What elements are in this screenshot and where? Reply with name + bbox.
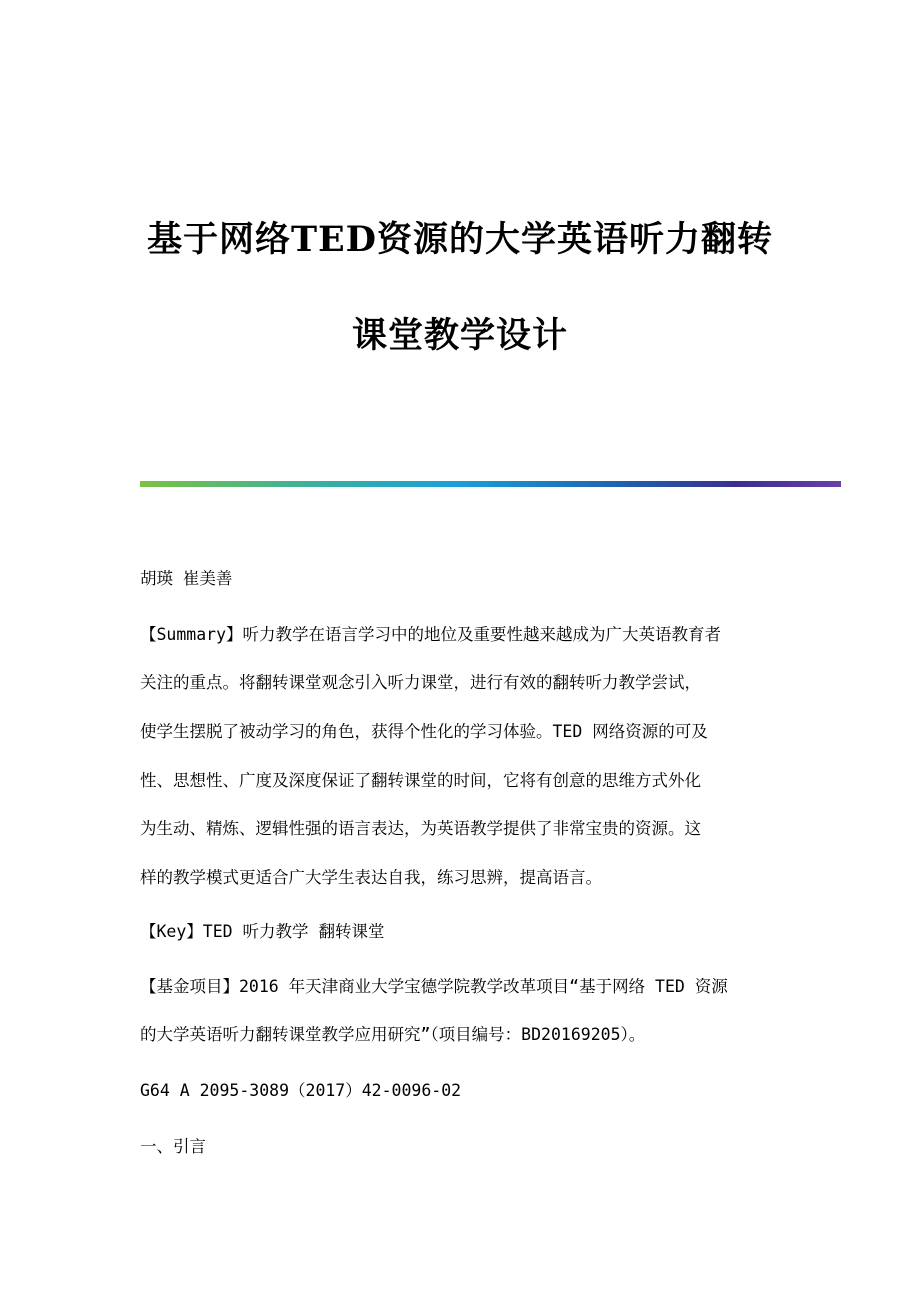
summary-line: 样的教学模式更适合广大学生表达自我，练习思辨，提高语言。	[140, 868, 602, 887]
fund-line: 的大学英语听力翻转课堂教学应用研究”（项目编号：BD20169205）。	[140, 1025, 646, 1044]
keywords: 【Key】TED 听力教学 翻转课堂	[140, 922, 385, 941]
document-title-line-1: 基于网络TED资源的大学英语听力翻转	[146, 219, 774, 260]
title-divider	[140, 481, 841, 487]
summary-line: 关注的重点。将翻转课堂观念引入听力课堂，进行有效的翻转听力教学尝试，	[140, 673, 701, 692]
fund-line: 【基金项目】2016 年天津商业大学宝德学院教学改革项目“基于网络 TED 资源	[140, 977, 728, 996]
classification-number: G64 A 2095-3089（2017）42-0096-02	[140, 1081, 462, 1100]
summary-line: 使学生摆脱了被动学习的角色，获得个性化的学习体验。TED 网络资源的可及	[140, 722, 708, 741]
authors: 胡瑛 崔美善	[140, 569, 233, 588]
summary-line: 性、思想性、广度及深度保证了翻转课堂的时间，它将有创意的思维方式外化	[140, 771, 701, 790]
summary-line: 为生动、精炼、逻辑性强的语言表达，为英语教学提供了非常宝贵的资源。这	[140, 819, 701, 838]
document-title-line-2: 课堂教学设计	[351, 315, 568, 356]
section-heading: 一、引言	[140, 1137, 206, 1156]
summary-line: 【Summary】听力教学在语言学习中的地位及重要性越来越成为广大英语教育者	[140, 625, 722, 644]
